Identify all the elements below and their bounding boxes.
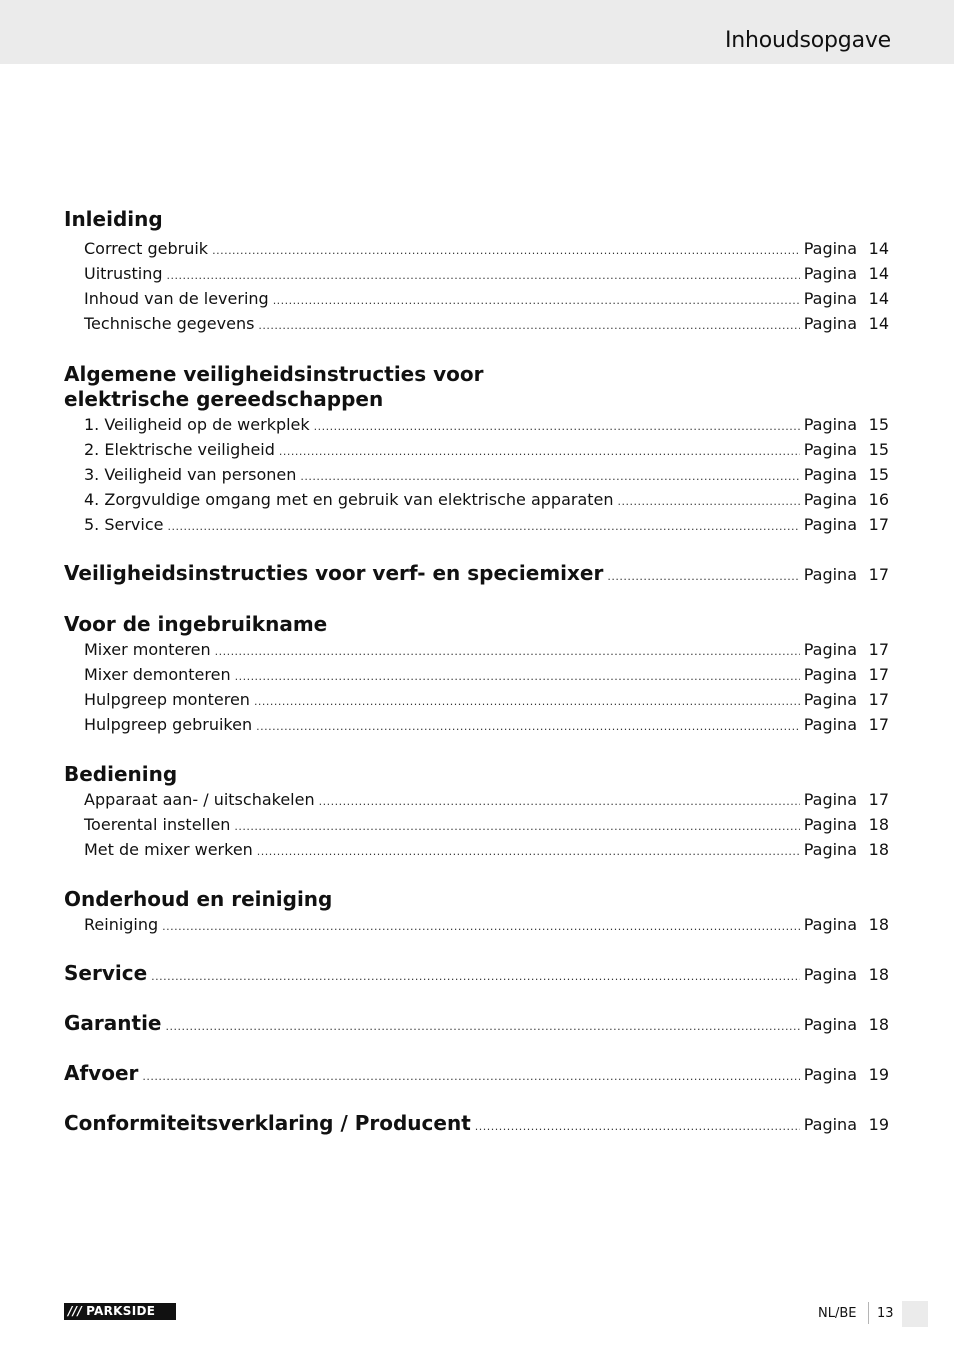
page-word: Pagina — [803, 690, 857, 709]
page-word: Pagina — [803, 415, 857, 434]
page-word: Pagina — [803, 715, 857, 734]
toc-entry[interactable] — [84, 689, 889, 711]
parkside-logo — [64, 1303, 176, 1320]
page-reference: 18 — [868, 815, 889, 834]
section-heading-line: Onderhoud en reiniging — [64, 887, 333, 911]
page-word: Pagina — [803, 915, 857, 934]
toc-major-entry[interactable] — [64, 962, 889, 984]
toc-entry-label: Conformiteitsverklaring / Producent — [64, 1111, 471, 1135]
toc-entry-label: Apparaat aan- / uitschakelen — [84, 790, 315, 809]
logo-slashes: /// — [68, 1304, 83, 1318]
toc-entry[interactable] — [84, 639, 889, 661]
page-reference: 17 — [868, 640, 889, 659]
toc-entry-label: 2. Elektrische veiligheid — [84, 440, 275, 459]
toc-entry-label: Met de mixer werken — [84, 840, 253, 859]
dot-leader — [166, 1016, 800, 1038]
section-heading-line: Bediening — [64, 762, 178, 786]
toc-entry-label: Reiniging — [84, 915, 159, 934]
toc-entry-label: Mixer monteren — [84, 640, 211, 659]
toc-entry[interactable] — [84, 664, 889, 686]
page-word: Pagina — [803, 264, 857, 283]
toc-entry[interactable] — [84, 489, 889, 511]
section-heading — [64, 362, 564, 412]
page-reference: 16 — [868, 490, 889, 509]
page-reference: 17 — [868, 690, 889, 709]
toc-entry-label: Inhoud van de levering — [84, 289, 269, 308]
page-reference: 19 — [868, 1115, 889, 1134]
toc-entry[interactable] — [84, 914, 889, 936]
page-reference: 17 — [868, 715, 889, 734]
page-reference: 14 — [868, 264, 889, 283]
dot-leader — [475, 1116, 800, 1138]
page-word: Pagina — [803, 465, 857, 484]
toc-entry-label: Service — [64, 961, 148, 985]
page-word: Pagina — [803, 565, 857, 584]
toc-entry-label: 4. Zorgvuldige omgang met en gebruik van elektrische apparaten — [84, 490, 614, 509]
page-word: Pagina — [803, 640, 857, 659]
toc-entry[interactable] — [84, 414, 889, 436]
page-reference: 17 — [868, 790, 889, 809]
dot-leader — [607, 566, 799, 588]
page-word: Pagina — [803, 1065, 857, 1084]
dot-leader — [212, 240, 800, 262]
section-heading — [64, 887, 564, 912]
toc-major-entry[interactable] — [64, 1112, 889, 1134]
toc-entry[interactable] — [84, 839, 889, 861]
dot-leader — [319, 791, 800, 813]
section-heading — [64, 762, 564, 787]
toc-entry[interactable] — [84, 263, 889, 285]
footer-tab-marker — [902, 1301, 928, 1327]
toc-entry[interactable] — [84, 238, 889, 260]
page-word: Pagina — [803, 239, 857, 258]
page-reference: 18 — [868, 840, 889, 859]
dot-leader — [279, 441, 800, 463]
toc-entry-label: Afvoer — [64, 1061, 139, 1085]
page-word: Pagina — [803, 965, 857, 984]
page-reference: 18 — [868, 965, 889, 984]
dot-leader — [162, 916, 800, 938]
page-reference: 17 — [868, 565, 889, 584]
section-heading-line: Voor de ingebruikname — [64, 612, 328, 636]
toc-entry-label: Hulpgreep gebruiken — [84, 715, 253, 734]
page-reference: 15 — [868, 440, 889, 459]
page-reference: 18 — [868, 915, 889, 934]
section-heading-line: Inleiding — [64, 207, 163, 231]
page-reference: 18 — [868, 1015, 889, 1034]
footer-divider — [868, 1302, 869, 1324]
toc-entry-label: Hulpgreep monteren — [84, 690, 250, 709]
page-number: 13 — [877, 1306, 894, 1321]
dot-leader — [234, 816, 799, 838]
page-reference: 15 — [868, 465, 889, 484]
page-word: Pagina — [803, 515, 857, 534]
toc-entry-label: 1. Veiligheid op de werkplek — [84, 415, 310, 434]
dot-leader — [618, 491, 800, 513]
toc-entry-label: Technische gegevens — [84, 314, 255, 333]
dot-leader — [273, 290, 800, 312]
toc-entry[interactable] — [84, 313, 889, 335]
page-reference: 17 — [868, 515, 889, 534]
page-reference: 15 — [868, 415, 889, 434]
page-title: Inhoudsopgave — [724, 28, 891, 53]
dot-leader — [254, 691, 800, 713]
toc-entry-label: 5. Service — [84, 515, 164, 534]
page-word: Pagina — [803, 289, 857, 308]
dot-leader — [257, 841, 800, 863]
page-word: Pagina — [803, 440, 857, 459]
toc-entry-label: Garantie — [64, 1011, 162, 1035]
dot-leader — [151, 966, 800, 988]
toc-entry[interactable] — [84, 714, 889, 736]
dot-leader — [167, 265, 800, 287]
page-reference: 14 — [868, 314, 889, 333]
toc-major-entry[interactable] — [64, 1062, 889, 1084]
toc-entry[interactable] — [84, 464, 889, 486]
dot-leader — [256, 716, 800, 738]
page-word: Pagina — [803, 790, 857, 809]
toc-major-entry[interactable] — [64, 1012, 889, 1034]
toc-entry-label: Toerental instellen — [84, 815, 231, 834]
dot-leader — [300, 466, 799, 488]
page-word: Pagina — [803, 665, 857, 684]
toc-entry[interactable] — [84, 439, 889, 461]
page-word: Pagina — [803, 815, 857, 834]
section-heading — [64, 612, 564, 637]
page-word: Pagina — [803, 490, 857, 509]
toc-entry-label: Mixer demonteren — [84, 665, 231, 684]
section-heading-line: Algemene veiligheidsinstructies voor — [64, 362, 484, 386]
page-reference: 14 — [868, 239, 889, 258]
dot-leader — [215, 641, 800, 663]
toc-entry[interactable] — [84, 514, 889, 536]
toc-entry-label: 3. Veiligheid van personen — [84, 465, 297, 484]
page-reference: 14 — [868, 289, 889, 308]
toc-entry[interactable] — [84, 789, 889, 811]
dot-leader — [167, 516, 799, 538]
section-heading — [64, 207, 564, 232]
page-word: Pagina — [803, 314, 857, 333]
toc-entry-label: Veiligheidsinstructies voor verf- en speciemixer — [64, 561, 604, 585]
page-reference: 17 — [868, 665, 889, 684]
toc-entry[interactable] — [84, 814, 889, 836]
section-heading-line: elektrische gereedschappen — [64, 387, 384, 411]
page-word: Pagina — [803, 1115, 857, 1134]
language-code: NL/BE — [818, 1306, 857, 1321]
toc-major-entry[interactable] — [64, 562, 889, 584]
dot-leader — [235, 666, 800, 688]
dot-leader — [314, 416, 800, 438]
logo-text: PARKSIDE — [86, 1304, 156, 1318]
toc-entry-label: Correct gebruik — [84, 239, 209, 258]
page-word: Pagina — [803, 840, 857, 859]
toc-entry-label: Uitrusting — [84, 264, 163, 283]
page-word: Pagina — [803, 1015, 857, 1034]
page-reference: 19 — [868, 1065, 889, 1084]
dot-leader — [142, 1066, 799, 1088]
toc-entry[interactable] — [84, 288, 889, 310]
dot-leader — [258, 315, 799, 337]
